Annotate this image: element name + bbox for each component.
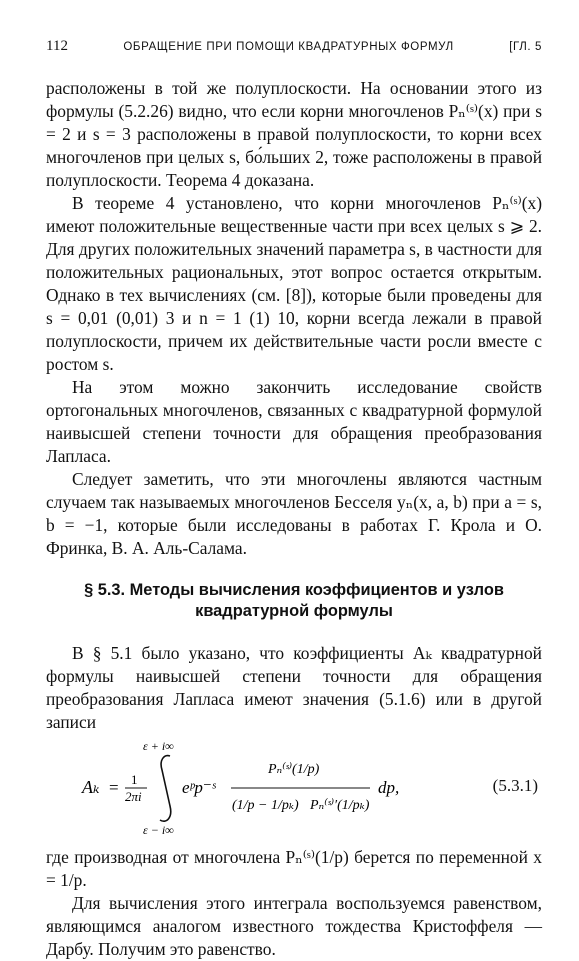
- formula-equals: =: [109, 778, 119, 797]
- formula-frac-num: 1: [131, 772, 138, 787]
- formula-integrand: eᵖp⁻ˢ: [182, 778, 216, 797]
- book-page: [46, 38, 542, 961]
- integral-sign: [160, 756, 171, 822]
- paragraph-2: В теореме 4 установлено, что корни многочленов Pₙ⁽ˢ⁾(x) имеют положительные вещественные части при всех целых s ⩾ 2. Для других положительных значений параметра s, в частности для положительных рациональных, этот вопрос остается открытым. Однако в тех вычислениях (см. [8]), которые были проведены для s = 0,01 (0,01) 3 и n = 1 (1) 10, корни всегда лежали в правой полуплоскости, причем их действительные части росли вместе с ростом s.: [46, 193, 542, 374]
- paragraph-7: Для вычисления этого интеграла воспользуемся равенством, являющимся аналогом известного тождества Кристоффеля — Дарбу. Получим это равенство.: [46, 893, 542, 959]
- section-heading-line-1: § 5.3. Методы вычисления коэффициентов и узлов: [84, 581, 504, 599]
- paragraph-5: В § 5.1 было указано, что коэффициенты Aₖ квадратурной формулы наивысшей степени точности для обращения преобразования Лапласа имеют значения (5.1.6) или в другой записи: [46, 643, 542, 732]
- formula-svg: [46, 740, 476, 836]
- formula-lower-limit: ε − i∞: [143, 823, 174, 836]
- chapter-ref: [ГЛ. 5: [509, 41, 542, 53]
- paragraph-3: На этом можно закончить исследование свойств ортогональных многочленов, связанных с квадратурной формулой наивысшей степени точности для обращения преобразования Лапласа.: [46, 377, 542, 466]
- running-title: ОБРАЩЕНИЕ ПРИ ПОМОЩИ КВАДРАТУРНЫХ ФОРМУЛ: [123, 41, 454, 53]
- formula-denominator-left: (1/p − 1/pₖ): [232, 798, 299, 813]
- paragraph-6: где производная от многочлена Pₙ⁽ˢ⁾(1/p) берется по переменной x = 1/p.: [46, 847, 542, 890]
- section-heading: [46, 580, 542, 622]
- formula-dp: dp,: [378, 778, 400, 797]
- formula-lhs: Aₖ: [82, 777, 100, 797]
- paragraph-1: расположены в той же полуплоскости. На основании этого из формулы (5.2.26) видно, что если корни многочленов Pₙ⁽ˢ⁾(x) при s = 2 и s = 3 расположены в правой полуплоскости, то корни всех многочленов при целых s, бо́льших 2, тоже расположены в правой полуплоскости. Теорема 4 доказана.: [46, 78, 542, 190]
- paragraph-4: Следует заметить, что эти многочлены являются частным случаем так называемых многочленов Бесселя yₙ(x, a, b) при a = s, b = −1, которые были исследованы в работах Г. Крола и О. Фринка, В. А. Аль-Салама.: [46, 469, 542, 558]
- formula-frac-den: 2πi: [125, 789, 142, 804]
- formula-denominator-right: Pₙ⁽ˢ⁾′(1/pₖ): [310, 798, 370, 813]
- formula-5-3-1: [46, 740, 542, 836]
- running-header: [46, 38, 542, 55]
- formula-numerator: Pₙ⁽ˢ⁾(1/p): [268, 762, 320, 777]
- formula-upper-limit: ε + i∞: [143, 740, 174, 753]
- page-number: 112: [46, 38, 68, 54]
- formula-number: (5.3.1): [492, 776, 538, 795]
- section-heading-line-2: квадратурной формулы: [195, 602, 393, 620]
